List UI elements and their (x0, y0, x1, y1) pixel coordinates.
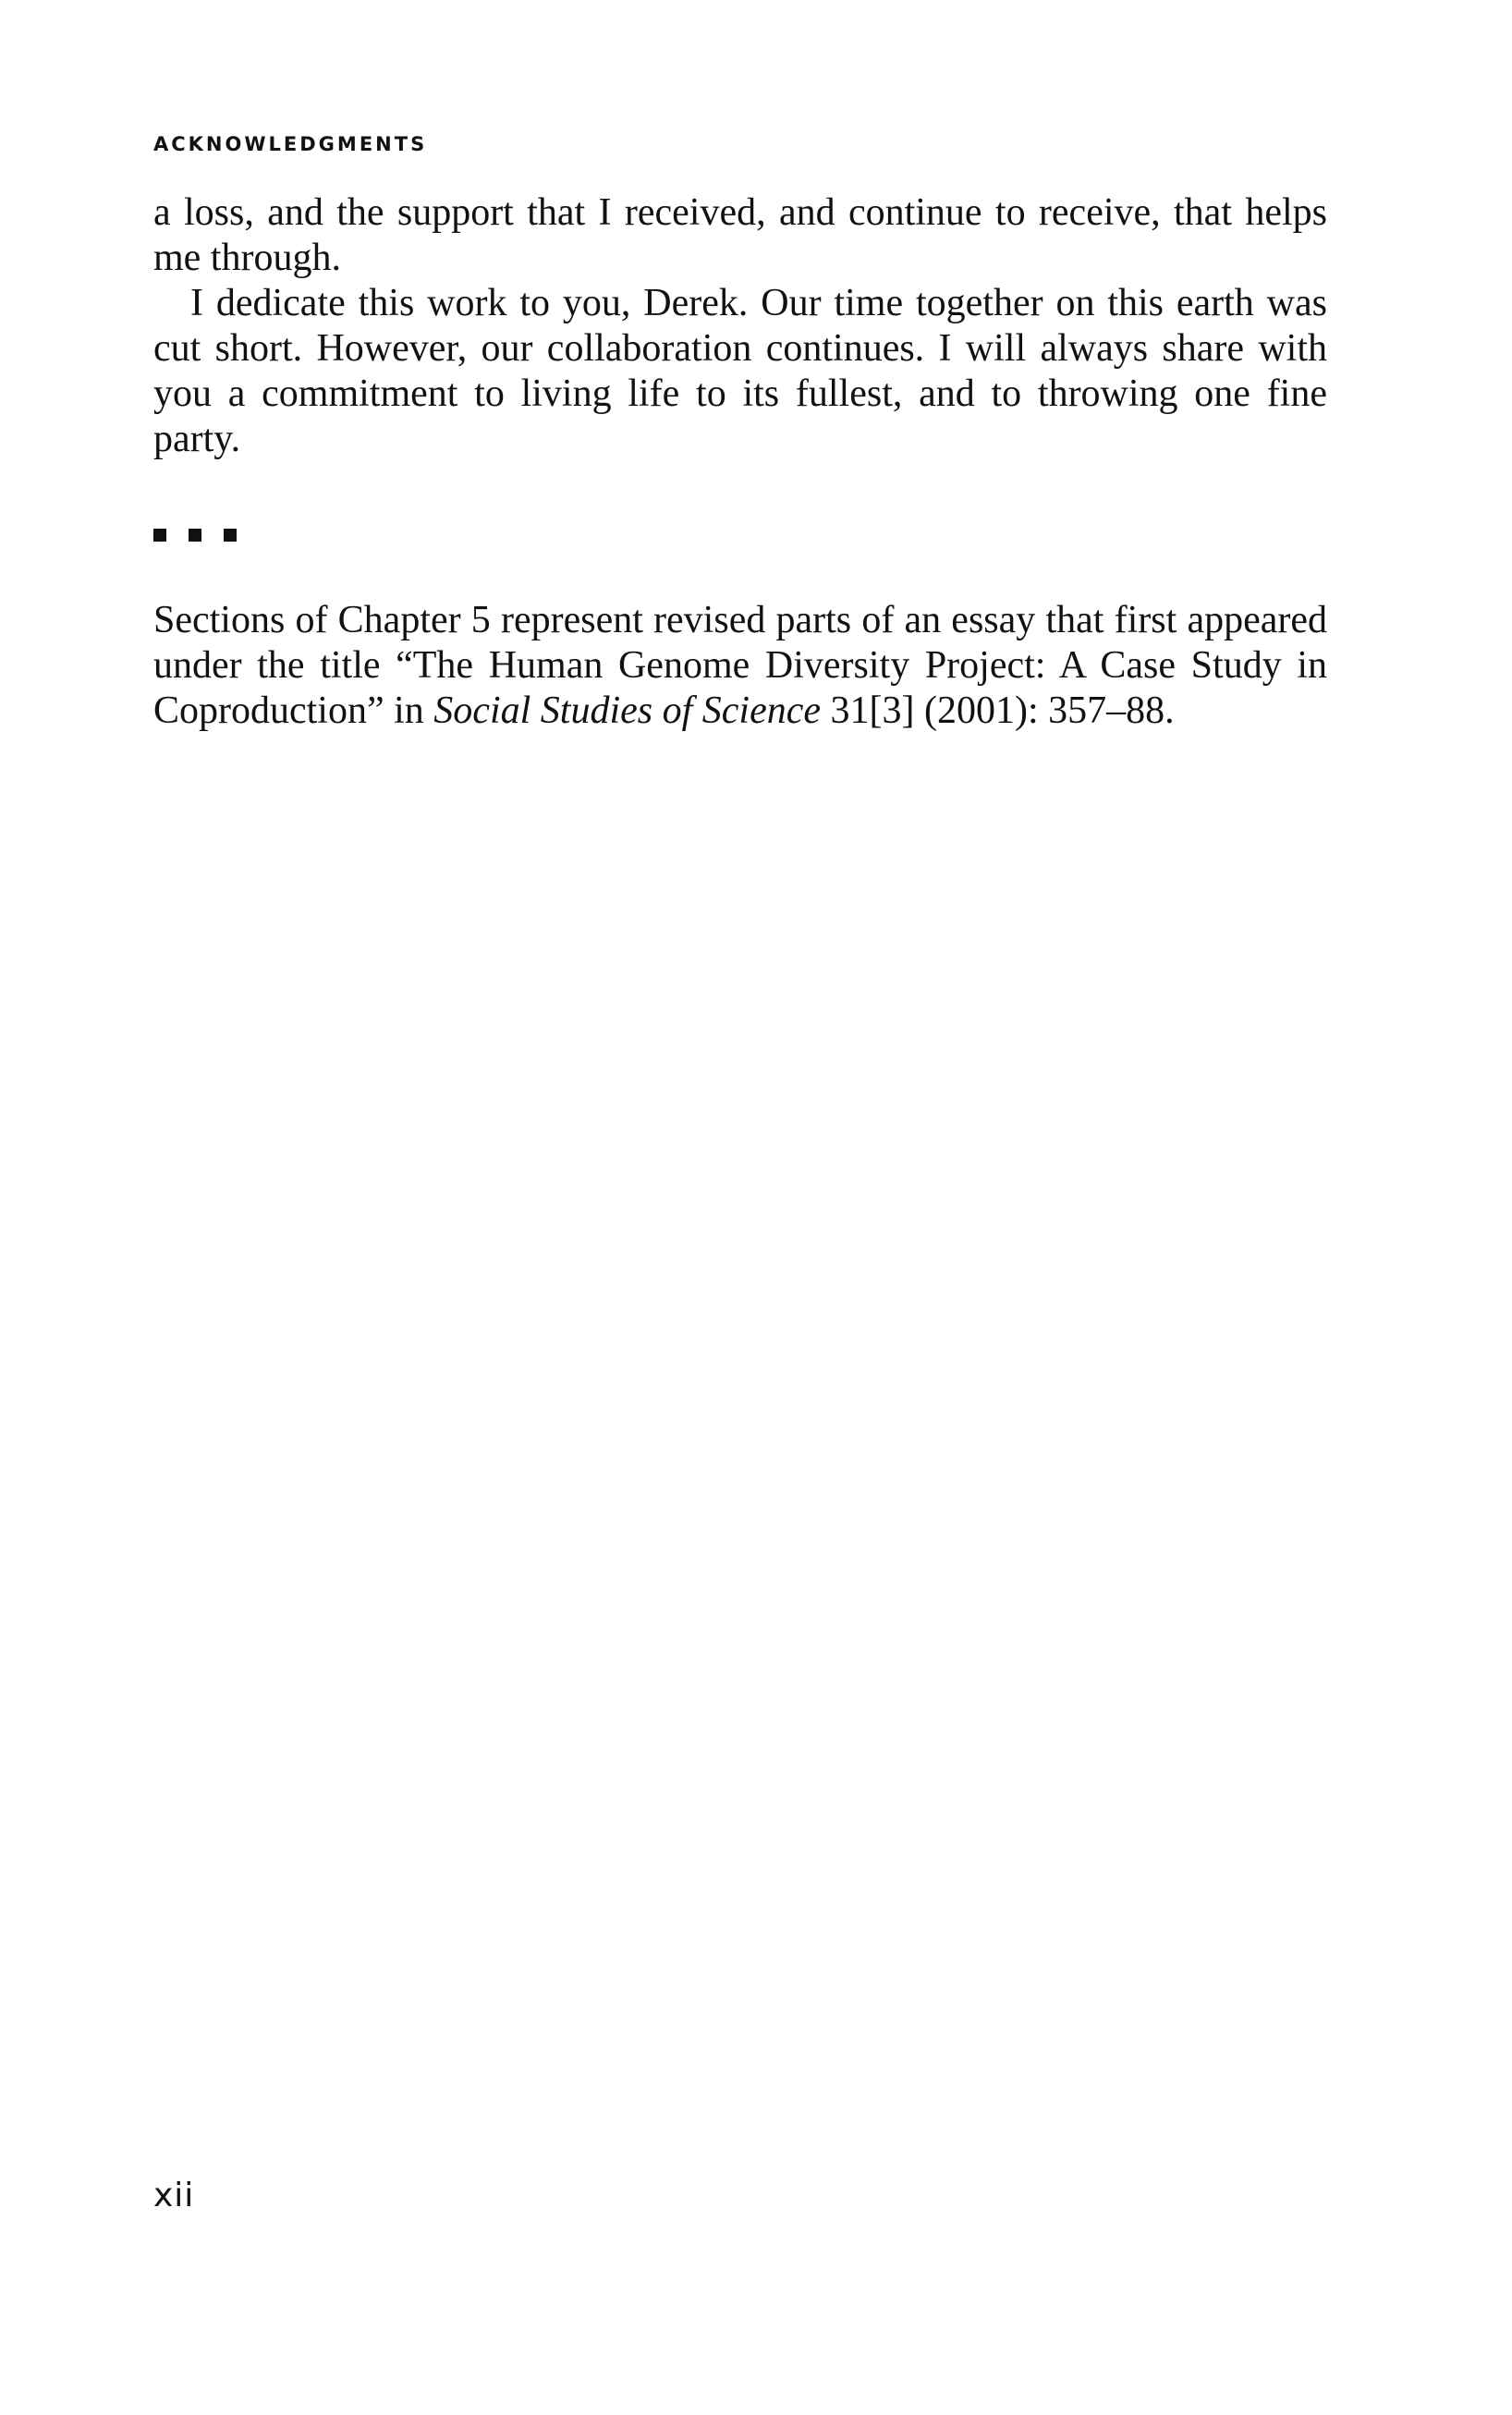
paragraph-continuation: a loss, and the support that I received, and continue to receive, that helps me through. (153, 191, 1327, 279)
journal-title: Social Studies of Science (433, 689, 822, 732)
running-head: ACKNOWLEDGMENTS (153, 133, 428, 155)
ornament-square-icon (224, 529, 237, 542)
ornament-square-icon (189, 529, 201, 542)
acknowledgments-body (153, 190, 1327, 462)
source-note-text: Sections of Chapter 5 represent revised parts of an essay that first appeared under the title “The Human Genome Diversity Project: A Case Study in Coproduction” in (153, 599, 1327, 732)
ornament-square-icon (153, 529, 166, 542)
source-note (153, 598, 1327, 734)
section-break-ornament (153, 527, 237, 543)
source-note-paragraph (153, 598, 1327, 734)
citation-details: 31[3] (2001): 357–88. (821, 689, 1175, 732)
page-number: xii (153, 2177, 195, 2214)
paragraph-dedication: I dedicate this work to you, Derek. Our time together on this earth was cut short. However, our collaboration continues. I will always share with you a commitment to living life to its fullest, and to throwing one fine party. (153, 282, 1327, 460)
